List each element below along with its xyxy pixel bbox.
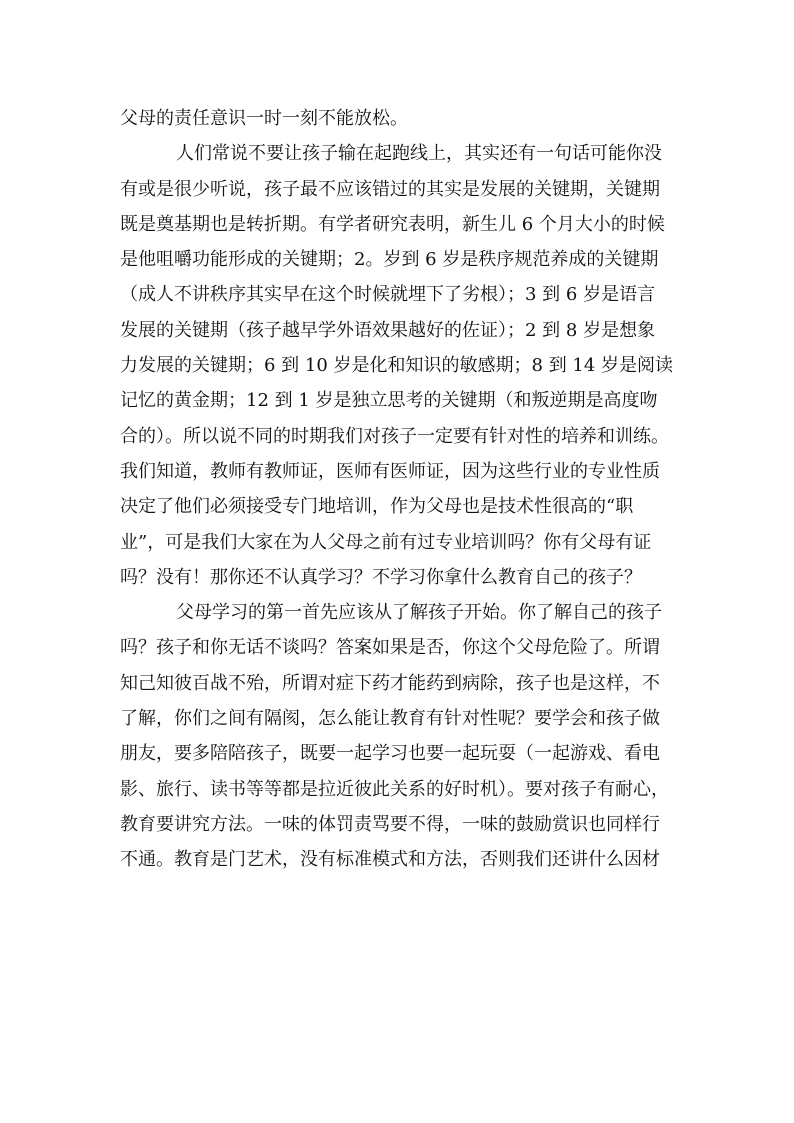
text-line: 朋友，要多陪陪孩子，既要一起学习也要一起玩耍（一起游戏、看电 xyxy=(120,743,660,765)
text-line: （成人不讲秩序其实早在这个时候就埋下了劣根）；3 到 6 岁是语言 xyxy=(120,284,656,306)
text-line: 是他咀嚼功能形成的关键期；2。岁到 6 岁是秩序规范养成的关键期 xyxy=(120,249,659,271)
text-line: 我们知道，教师有教师证，医师有医师证，因为这些行业的专业性质 xyxy=(120,460,660,482)
text-line: 业”，可是我们大家在为人父母之前有过专业培训吗？你有父母有证 xyxy=(120,531,652,553)
text-line: 知己知彼百战不殆，所谓对症下药才能药到病除，孩子也是这样，不 xyxy=(120,672,660,694)
text-line: 力发展的关键期；6 到 10 岁是化和知识的敏感期；8 到 14 岁是阅读 xyxy=(120,355,674,377)
text-line: 不通。教育是门艺术，没有标准模式和方法，否则我们还讲什么因材 xyxy=(120,849,660,871)
text-line: 教育要讲究方法。一味的体罚责骂要不得，一味的鼓励赏识也同样行 xyxy=(120,813,660,835)
text-line: 发展的关键期（孩子越早学外语效果越好的佐证）；2 到 8 岁是想象 xyxy=(120,319,656,341)
text-line: 吗？没有！那你还不认真学习？不学习你拿什么教育自己的孩子？ xyxy=(120,566,642,588)
text-line: 合的）。所以说不同的时期我们对孩子一定要有针对性的培养和训练。 xyxy=(120,425,669,447)
text-line: 有或是很少听说，孩子最不应该错过的其实是发展的关键期，关键期 xyxy=(120,178,660,200)
text-line: 影、旅行、读书等等都是拉近彼此关系的好时机）。要对孩子有耐心， xyxy=(120,778,669,800)
paragraph-first-line: 人们常说不要让孩子输在起跑线上，其实还有一句话可能你没 xyxy=(176,143,662,165)
text-line: 父母的责任意识一时一刻不能放松。 xyxy=(120,108,408,129)
text-line: 了解，你们之间有隔阂，怎么能让教育有针对性呢？要学会和孩子做 xyxy=(120,708,660,730)
text-line: 决定了他们必须接受专门地培训，作为父母也是技术性很高的“职 xyxy=(120,496,634,518)
text-line: 记忆的黄金期；12 到 1 岁是独立思考的关键期（和叛逆期是高度吻 xyxy=(120,390,658,412)
text-line: 既是奠基期也是转折期。有学者研究表明，新生儿 6 个月大小的时候 xyxy=(120,213,665,235)
body-text xyxy=(120,101,680,878)
paragraph-first-line: 父母学习的第一首先应该从了解孩子开始。你了解自己的孩子 xyxy=(176,602,662,624)
text-line: 吗？孩子和你无话不谈吗？答案如果是否，你这个父母危险了。所谓 xyxy=(120,637,660,659)
